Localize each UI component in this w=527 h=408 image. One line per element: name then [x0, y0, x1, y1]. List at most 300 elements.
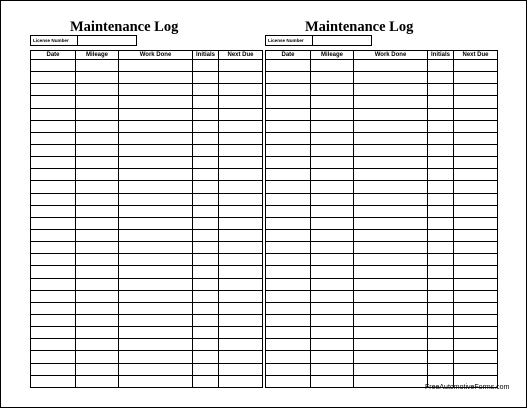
mileage-cell[interactable] — [311, 96, 354, 108]
next-due-cell[interactable] — [454, 96, 498, 108]
date-cell[interactable] — [266, 132, 311, 144]
table-row — [31, 96, 263, 108]
next-due-cell[interactable] — [219, 96, 263, 108]
initials-cell[interactable] — [193, 144, 219, 156]
initials-cell[interactable] — [193, 229, 219, 241]
next-due-cell[interactable] — [219, 375, 263, 387]
mileage-cell[interactable] — [311, 157, 354, 169]
initials-cell[interactable] — [428, 302, 454, 314]
next-due-cell[interactable] — [219, 229, 263, 241]
date-cell[interactable] — [266, 302, 311, 314]
next-due-cell[interactable] — [219, 60, 263, 72]
date-cell[interactable] — [266, 72, 311, 84]
initials-cell[interactable] — [428, 363, 454, 375]
initials-cell[interactable] — [193, 278, 219, 290]
table-row — [31, 302, 263, 314]
initials-cell[interactable] — [428, 96, 454, 108]
date-cell[interactable] — [31, 157, 76, 169]
mileage-cell[interactable] — [311, 278, 354, 290]
initials-cell[interactable] — [193, 314, 219, 326]
initials-cell[interactable] — [428, 84, 454, 96]
work-done-cell[interactable] — [119, 217, 193, 229]
table-row — [266, 132, 498, 144]
mileage-cell[interactable] — [311, 181, 354, 193]
next-due-cell[interactable] — [219, 157, 263, 169]
mileage-cell[interactable] — [311, 169, 354, 181]
mileage-cell[interactable] — [76, 181, 119, 193]
mileage-cell[interactable] — [311, 327, 354, 339]
initials-cell[interactable] — [428, 266, 454, 278]
mileage-cell[interactable] — [311, 290, 354, 302]
next-due-cell[interactable] — [454, 229, 498, 241]
date-cell[interactable] — [31, 314, 76, 326]
table-row — [266, 363, 498, 375]
date-cell[interactable] — [31, 375, 76, 387]
mileage-cell[interactable] — [76, 72, 119, 84]
license-number-field[interactable] — [313, 35, 372, 46]
next-due-cell[interactable] — [219, 108, 263, 120]
license-number-label: License Number — [265, 35, 313, 46]
work-done-cell[interactable] — [119, 327, 193, 339]
mileage-cell[interactable] — [76, 254, 119, 266]
column-header-next-due: Next Due — [454, 51, 498, 60]
initials-cell[interactable] — [428, 60, 454, 72]
next-due-cell[interactable] — [454, 181, 498, 193]
next-due-cell[interactable] — [454, 327, 498, 339]
initials-cell[interactable] — [428, 229, 454, 241]
date-cell[interactable] — [31, 60, 76, 72]
initials-cell[interactable] — [428, 108, 454, 120]
mileage-cell[interactable] — [76, 314, 119, 326]
work-done-cell[interactable] — [354, 181, 428, 193]
work-done-cell[interactable] — [119, 157, 193, 169]
date-cell[interactable] — [266, 351, 311, 363]
work-done-cell[interactable] — [119, 266, 193, 278]
work-done-cell[interactable] — [354, 169, 428, 181]
work-done-cell[interactable] — [354, 205, 428, 217]
date-cell[interactable] — [266, 144, 311, 156]
initials-cell[interactable] — [193, 254, 219, 266]
mileage-cell[interactable] — [76, 84, 119, 96]
work-done-cell[interactable] — [119, 169, 193, 181]
mileage-cell[interactable] — [76, 363, 119, 375]
mileage-cell[interactable] — [311, 72, 354, 84]
initials-cell[interactable] — [428, 278, 454, 290]
mileage-cell[interactable] — [76, 290, 119, 302]
work-done-cell[interactable] — [354, 157, 428, 169]
initials-cell[interactable] — [428, 314, 454, 326]
license-number-field[interactable] — [78, 35, 137, 46]
date-cell[interactable] — [31, 144, 76, 156]
date-cell[interactable] — [266, 217, 311, 229]
next-due-cell[interactable] — [219, 205, 263, 217]
work-done-cell[interactable] — [119, 375, 193, 387]
mileage-cell[interactable] — [311, 193, 354, 205]
mileage-cell[interactable] — [76, 205, 119, 217]
mileage-cell[interactable] — [311, 302, 354, 314]
next-due-cell[interactable] — [219, 254, 263, 266]
initials-cell[interactable] — [193, 327, 219, 339]
work-done-cell[interactable] — [119, 339, 193, 351]
work-done-cell[interactable] — [119, 242, 193, 254]
table-row — [31, 375, 263, 387]
initials-cell[interactable] — [428, 181, 454, 193]
initials-cell[interactable] — [428, 290, 454, 302]
table-row — [31, 314, 263, 326]
date-cell[interactable] — [31, 302, 76, 314]
next-due-cell[interactable] — [219, 339, 263, 351]
initials-cell[interactable] — [193, 351, 219, 363]
initials-cell[interactable] — [193, 84, 219, 96]
date-cell[interactable] — [266, 375, 311, 387]
mileage-cell[interactable] — [311, 108, 354, 120]
mileage-cell[interactable] — [311, 351, 354, 363]
mileage-cell[interactable] — [311, 84, 354, 96]
initials-cell[interactable] — [193, 120, 219, 132]
mileage-cell[interactable] — [311, 229, 354, 241]
date-cell[interactable] — [266, 108, 311, 120]
mileage-cell[interactable] — [76, 60, 119, 72]
date-cell[interactable] — [266, 169, 311, 181]
table-row — [266, 169, 498, 181]
next-due-cell[interactable] — [219, 363, 263, 375]
next-due-cell[interactable] — [219, 217, 263, 229]
table-row — [266, 266, 498, 278]
initials-cell[interactable] — [193, 375, 219, 387]
next-due-cell[interactable] — [454, 193, 498, 205]
column-header-initials: Initials — [428, 51, 454, 60]
mileage-cell[interactable] — [76, 242, 119, 254]
initials-cell[interactable] — [193, 108, 219, 120]
date-cell[interactable] — [31, 181, 76, 193]
initials-cell[interactable] — [193, 339, 219, 351]
date-cell[interactable] — [31, 266, 76, 278]
column-header-work-done: Work Done — [119, 51, 193, 60]
work-done-cell[interactable] — [354, 193, 428, 205]
work-done-cell[interactable] — [354, 242, 428, 254]
work-done-cell[interactable] — [354, 278, 428, 290]
mileage-cell[interactable] — [76, 302, 119, 314]
initials-cell[interactable] — [193, 157, 219, 169]
next-due-cell[interactable] — [219, 327, 263, 339]
work-done-cell[interactable] — [354, 327, 428, 339]
work-done-cell[interactable] — [354, 363, 428, 375]
mileage-cell[interactable] — [311, 266, 354, 278]
work-done-cell[interactable] — [119, 290, 193, 302]
initials-cell[interactable] — [193, 266, 219, 278]
work-done-cell[interactable] — [119, 108, 193, 120]
next-due-cell[interactable] — [219, 193, 263, 205]
date-cell[interactable] — [31, 254, 76, 266]
initials-cell[interactable] — [428, 327, 454, 339]
mileage-cell[interactable] — [311, 132, 354, 144]
initials-cell[interactable] — [193, 363, 219, 375]
next-due-cell[interactable] — [454, 217, 498, 229]
date-cell[interactable] — [31, 193, 76, 205]
date-cell[interactable] — [31, 169, 76, 181]
next-due-cell[interactable] — [454, 254, 498, 266]
log-title: Maintenance Log — [70, 19, 179, 35]
initials-cell[interactable] — [193, 169, 219, 181]
next-due-cell[interactable] — [219, 120, 263, 132]
date-cell[interactable] — [266, 96, 311, 108]
work-done-cell[interactable] — [354, 351, 428, 363]
header-row — [31, 51, 263, 60]
work-done-cell[interactable] — [354, 229, 428, 241]
initials-cell[interactable] — [193, 302, 219, 314]
work-done-cell[interactable] — [354, 144, 428, 156]
initials-cell[interactable] — [428, 132, 454, 144]
work-done-cell[interactable] — [354, 254, 428, 266]
mileage-cell[interactable] — [311, 120, 354, 132]
next-due-cell[interactable] — [454, 144, 498, 156]
date-cell[interactable] — [31, 242, 76, 254]
mileage-cell[interactable] — [311, 144, 354, 156]
work-done-cell[interactable] — [119, 96, 193, 108]
work-done-cell[interactable] — [354, 375, 428, 387]
date-cell[interactable] — [31, 351, 76, 363]
license-number-row — [265, 35, 372, 46]
work-done-cell[interactable] — [119, 314, 193, 326]
mileage-cell[interactable] — [76, 278, 119, 290]
date-cell[interactable] — [266, 254, 311, 266]
date-cell[interactable] — [266, 278, 311, 290]
license-number-label: License Number — [30, 35, 78, 46]
work-done-cell[interactable] — [119, 254, 193, 266]
table-row — [266, 229, 498, 241]
date-cell[interactable] — [266, 157, 311, 169]
work-done-cell[interactable] — [119, 144, 193, 156]
date-cell[interactable] — [266, 193, 311, 205]
next-due-cell[interactable] — [454, 169, 498, 181]
mileage-cell[interactable] — [311, 339, 354, 351]
work-done-cell[interactable] — [354, 84, 428, 96]
initials-cell[interactable] — [193, 205, 219, 217]
work-done-cell[interactable] — [119, 193, 193, 205]
date-cell[interactable] — [31, 120, 76, 132]
next-due-cell[interactable] — [219, 302, 263, 314]
table-row — [266, 108, 498, 120]
date-cell[interactable] — [266, 181, 311, 193]
license-number-row — [30, 35, 137, 46]
initials-cell[interactable] — [193, 217, 219, 229]
work-done-cell[interactable] — [119, 72, 193, 84]
date-cell[interactable] — [266, 229, 311, 241]
date-cell[interactable] — [266, 205, 311, 217]
mileage-cell[interactable] — [311, 217, 354, 229]
initials-cell[interactable] — [428, 254, 454, 266]
mileage-cell[interactable] — [76, 157, 119, 169]
work-done-cell[interactable] — [119, 84, 193, 96]
work-done-cell[interactable] — [354, 60, 428, 72]
work-done-cell[interactable] — [354, 339, 428, 351]
date-cell[interactable] — [31, 363, 76, 375]
date-cell[interactable] — [31, 84, 76, 96]
initials-cell[interactable] — [193, 242, 219, 254]
work-done-cell[interactable] — [119, 60, 193, 72]
date-cell[interactable] — [31, 72, 76, 84]
mileage-cell[interactable] — [76, 266, 119, 278]
next-due-cell[interactable] — [219, 314, 263, 326]
initials-cell[interactable] — [193, 132, 219, 144]
initials-cell[interactable] — [428, 157, 454, 169]
date-cell[interactable] — [266, 327, 311, 339]
next-due-cell[interactable] — [219, 181, 263, 193]
date-cell[interactable] — [266, 266, 311, 278]
table-row — [266, 290, 498, 302]
date-cell[interactable] — [266, 363, 311, 375]
initials-cell[interactable] — [193, 96, 219, 108]
next-due-cell[interactable] — [219, 266, 263, 278]
table-row — [31, 72, 263, 84]
mileage-cell[interactable] — [76, 229, 119, 241]
date-cell[interactable] — [266, 84, 311, 96]
mileage-cell[interactable] — [76, 132, 119, 144]
date-cell[interactable] — [31, 108, 76, 120]
next-due-cell[interactable] — [454, 72, 498, 84]
work-done-cell[interactable] — [119, 132, 193, 144]
next-due-cell[interactable] — [454, 278, 498, 290]
mileage-cell[interactable] — [76, 217, 119, 229]
table-row — [31, 120, 263, 132]
date-cell[interactable] — [266, 339, 311, 351]
mileage-cell[interactable] — [311, 375, 354, 387]
initials-cell[interactable] — [193, 60, 219, 72]
next-due-cell[interactable] — [219, 72, 263, 84]
work-done-cell[interactable] — [119, 351, 193, 363]
mileage-cell[interactable] — [76, 375, 119, 387]
next-due-cell[interactable] — [219, 169, 263, 181]
mileage-cell[interactable] — [311, 205, 354, 217]
date-cell[interactable] — [31, 205, 76, 217]
mileage-cell[interactable] — [76, 351, 119, 363]
date-cell[interactable] — [266, 290, 311, 302]
date-cell[interactable] — [31, 290, 76, 302]
work-done-cell[interactable] — [354, 96, 428, 108]
work-done-cell[interactable] — [354, 108, 428, 120]
next-due-cell[interactable] — [454, 266, 498, 278]
initials-cell[interactable] — [193, 290, 219, 302]
column-header-mileage: Mileage — [76, 51, 119, 60]
date-cell[interactable] — [266, 314, 311, 326]
work-done-cell[interactable] — [354, 314, 428, 326]
mileage-cell[interactable] — [76, 96, 119, 108]
next-due-cell[interactable] — [219, 351, 263, 363]
mileage-cell[interactable] — [76, 169, 119, 181]
date-cell[interactable] — [31, 339, 76, 351]
work-done-cell[interactable] — [119, 302, 193, 314]
initials-cell[interactable] — [428, 193, 454, 205]
next-due-cell[interactable] — [454, 120, 498, 132]
work-done-cell[interactable] — [354, 290, 428, 302]
next-due-cell[interactable] — [219, 132, 263, 144]
log-title: Maintenance Log — [305, 19, 414, 35]
work-done-cell[interactable] — [354, 72, 428, 84]
table-row — [266, 242, 498, 254]
date-cell[interactable] — [266, 60, 311, 72]
initials-cell[interactable] — [428, 242, 454, 254]
next-due-cell[interactable] — [454, 132, 498, 144]
mileage-cell[interactable] — [76, 144, 119, 156]
next-due-cell[interactable] — [454, 60, 498, 72]
date-cell[interactable] — [31, 327, 76, 339]
next-due-cell[interactable] — [454, 108, 498, 120]
next-due-cell[interactable] — [219, 242, 263, 254]
next-due-cell[interactable] — [454, 290, 498, 302]
initials-cell[interactable] — [428, 120, 454, 132]
mileage-cell[interactable] — [311, 60, 354, 72]
mileage-cell[interactable] — [76, 327, 119, 339]
initials-cell[interactable] — [428, 339, 454, 351]
initials-cell[interactable] — [193, 72, 219, 84]
work-done-cell[interactable] — [354, 302, 428, 314]
initials-cell[interactable] — [428, 217, 454, 229]
next-due-cell[interactable] — [219, 84, 263, 96]
work-done-cell[interactable] — [354, 217, 428, 229]
work-done-cell[interactable] — [119, 278, 193, 290]
mileage-cell[interactable] — [311, 314, 354, 326]
mileage-cell[interactable] — [76, 339, 119, 351]
work-done-cell[interactable] — [119, 363, 193, 375]
mileage-cell[interactable] — [311, 363, 354, 375]
next-due-cell[interactable] — [454, 351, 498, 363]
initials-cell[interactable] — [428, 144, 454, 156]
next-due-cell[interactable] — [454, 314, 498, 326]
date-cell[interactable] — [31, 217, 76, 229]
date-cell[interactable] — [266, 120, 311, 132]
mileage-cell[interactable] — [311, 242, 354, 254]
column-header-date: Date — [31, 51, 76, 60]
initials-cell[interactable] — [193, 181, 219, 193]
work-done-cell[interactable] — [119, 229, 193, 241]
work-done-cell[interactable] — [119, 181, 193, 193]
work-done-cell[interactable] — [119, 205, 193, 217]
next-due-cell[interactable] — [219, 144, 263, 156]
initials-cell[interactable] — [428, 205, 454, 217]
table-row — [31, 60, 263, 72]
next-due-cell[interactable] — [454, 363, 498, 375]
date-cell[interactable] — [31, 278, 76, 290]
table-row — [266, 193, 498, 205]
mileage-cell[interactable] — [76, 120, 119, 132]
next-due-cell[interactable] — [454, 205, 498, 217]
table-row — [31, 132, 263, 144]
next-due-cell[interactable] — [454, 157, 498, 169]
next-due-cell[interactable] — [454, 339, 498, 351]
initials-cell[interactable] — [428, 351, 454, 363]
next-due-cell[interactable] — [219, 278, 263, 290]
table-row — [266, 217, 498, 229]
work-done-cell[interactable] — [354, 120, 428, 132]
mileage-cell[interactable] — [76, 108, 119, 120]
initials-cell[interactable] — [428, 72, 454, 84]
work-done-cell[interactable] — [119, 120, 193, 132]
date-cell[interactable] — [31, 229, 76, 241]
mileage-cell[interactable] — [76, 193, 119, 205]
mileage-cell[interactable] — [311, 254, 354, 266]
work-done-cell[interactable] — [354, 266, 428, 278]
initials-cell[interactable] — [193, 193, 219, 205]
next-due-cell[interactable] — [219, 290, 263, 302]
date-cell[interactable] — [266, 242, 311, 254]
next-due-cell[interactable] — [454, 242, 498, 254]
next-due-cell[interactable] — [454, 84, 498, 96]
initials-cell[interactable] — [428, 169, 454, 181]
next-due-cell[interactable] — [454, 302, 498, 314]
work-done-cell[interactable] — [354, 132, 428, 144]
date-cell[interactable] — [31, 132, 76, 144]
date-cell[interactable] — [31, 96, 76, 108]
